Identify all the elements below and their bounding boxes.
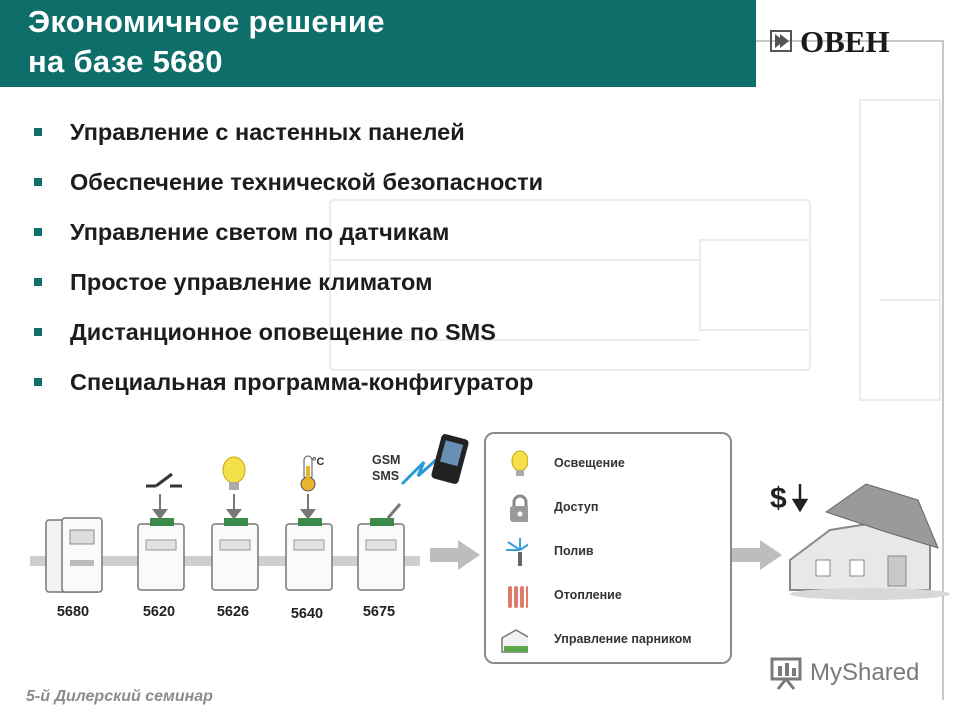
bullet-item	[32, 312, 543, 362]
bullet-square-icon	[34, 278, 42, 286]
logo-text: ОВЕН	[800, 24, 890, 59]
bullet-list	[32, 112, 543, 412]
arrow-to-panel	[430, 540, 480, 570]
device-5620-icon	[138, 518, 184, 590]
device-label-5675: 5675	[362, 604, 396, 620]
device-5640-icon	[286, 518, 332, 590]
temperature-unit-label: °C	[312, 456, 325, 468]
bullet-square-icon	[34, 128, 42, 136]
footer-seminar-label: 5-й Дилерский семинар	[26, 688, 213, 705]
panel-label: Отопление	[554, 588, 622, 602]
light-bulb-icon	[500, 450, 528, 480]
gsm-label-line: GSM	[372, 453, 401, 467]
switch-icon	[146, 474, 182, 486]
panel-label: Освещение	[554, 456, 625, 470]
bullet-item	[32, 162, 543, 212]
logo-arrow-icon	[770, 30, 792, 52]
radiator-icon	[500, 582, 528, 612]
system-diagram	[0, 420, 960, 660]
panel-item-heating	[500, 582, 720, 612]
bullet-item	[32, 212, 543, 262]
device-5626-icon	[212, 518, 258, 590]
house-icon	[790, 484, 950, 600]
device-5680-icon	[46, 518, 102, 592]
bullet-text: Специальная программа-конфигуратор	[70, 369, 534, 395]
slide-title-line-2: на базе 5680	[28, 44, 223, 79]
mobile-phone-icon	[431, 433, 470, 485]
panel-item-lighting	[500, 450, 720, 480]
functions-panel	[484, 432, 732, 664]
device-label-5640: 5640	[290, 606, 324, 622]
bullet-square-icon	[34, 178, 42, 186]
bullet-text: Дистанционное оповещение по SMS	[70, 319, 496, 345]
bullet-square-icon	[34, 228, 42, 236]
bullet-item	[32, 262, 543, 312]
greenhouse-icon	[500, 626, 528, 656]
light-bulb-icon	[223, 457, 245, 490]
bullet-text: Управление с настенных панелей	[70, 119, 465, 145]
panel-label: Доступ	[554, 500, 599, 514]
panel-item-access	[500, 494, 720, 524]
panel-label: Полив	[554, 544, 594, 558]
slide-title-line-1: Экономичное решение	[28, 4, 385, 39]
device-label-5680: 5680	[56, 604, 90, 620]
bullet-item	[32, 362, 543, 412]
panel-label: Управление парником	[554, 632, 692, 646]
bullet-item	[32, 112, 543, 162]
bullet-text: Управление светом по датчикам	[70, 219, 450, 245]
bullet-square-icon	[34, 378, 42, 386]
myshared-watermark	[768, 655, 928, 695]
panel-item-greenhouse	[500, 626, 720, 656]
sprinkler-icon	[500, 538, 528, 568]
bullet-text: Обеспечение технической безопасности	[70, 169, 544, 195]
device-label-5620: 5620	[142, 604, 176, 620]
lock-icon	[500, 494, 528, 524]
wireless-signal-icon	[402, 460, 436, 484]
gsm-sms-label	[372, 452, 400, 484]
money-arrow-icon	[794, 484, 806, 510]
watermark-text: MyShared	[810, 659, 920, 686]
device-5675-icon	[358, 504, 404, 590]
sms-label-line: SMS	[372, 469, 400, 483]
bullet-text: Простое управление климатом	[70, 269, 433, 295]
title-bar	[0, 0, 756, 87]
presentation-board-icon	[768, 657, 804, 691]
device-label-5626: 5626	[216, 604, 250, 620]
dollar-sign: $	[770, 482, 787, 515]
oven-logo	[770, 26, 910, 60]
bullet-square-icon	[34, 328, 42, 336]
panel-item-watering	[500, 538, 720, 568]
arrow-to-house	[732, 540, 782, 570]
